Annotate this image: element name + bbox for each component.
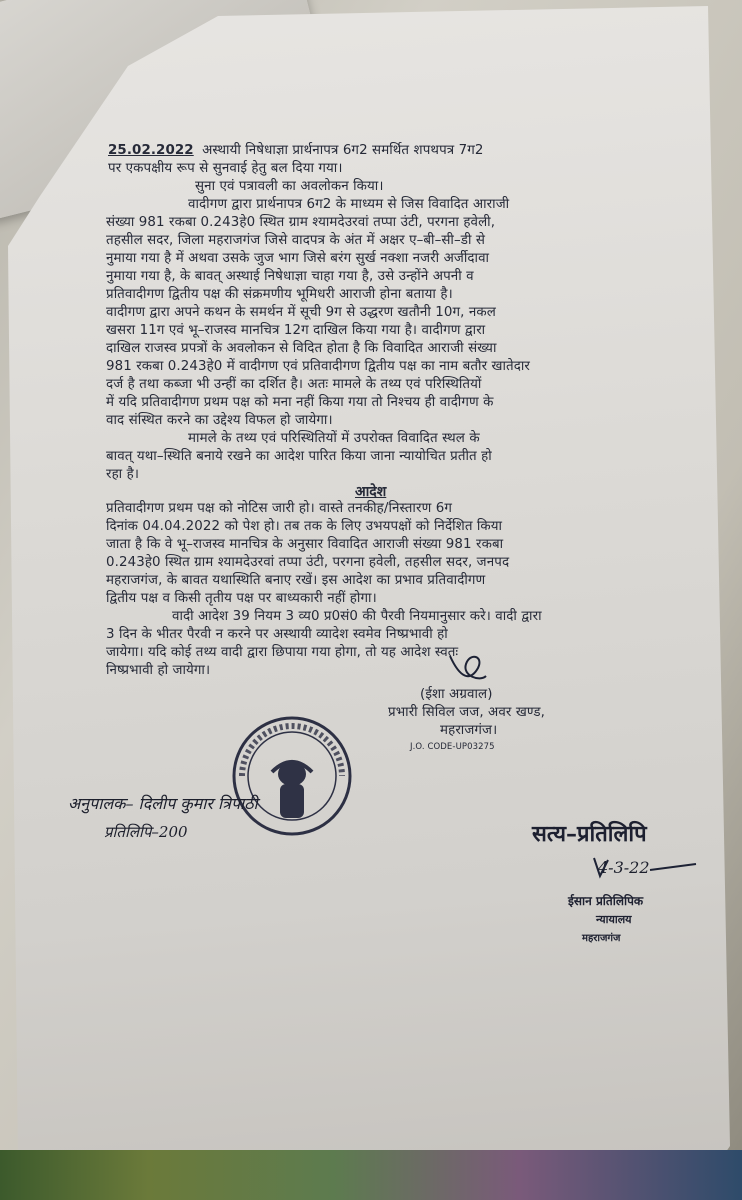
order-line: मामले के तथ्य एवं परिस्थितियों में उपरोक्त विवादित स्थल के — [188, 431, 480, 446]
judge-name: (ईशा अग्रवाल) — [420, 687, 493, 702]
jo-code: J.O. CODE-UP03275 — [410, 742, 495, 752]
order-line: 3 दिन के भीतर पैरवी न करने पर अस्थायी व्यादेश स्वमेव निष्प्रभावी हो — [106, 627, 448, 642]
order-line: खसरा 11ग एवं भू–राजस्व मानचित्र 12ग दाखिल किया गया है। वादीगण द्वारा — [106, 323, 486, 338]
order-line: दिनांक 04.04.2022 को पेश हो। तब तक के लिए उभयपक्षों को निर्देशित किया — [106, 519, 503, 534]
order-line: वाद संस्थित करने का उद्देश्य विफल हो जायेगा। — [106, 413, 333, 428]
order-line: दाखिल राजस्व प्रपत्रों के अवलोकन से विदित होता है कि विवादित आराजी संख्या — [106, 341, 497, 356]
order-line — [108, 142, 484, 160]
judge-signature-mark — [440, 648, 490, 688]
order-line: प्रतिवादीगण प्रथम पक्ष को नोटिस जारी हो। वास्ते तनकीह/निस्तारण 6ग — [106, 501, 452, 516]
order-text: अस्थायी निषेधाज्ञा प्रार्थनापत्र 6ग2 समर्थित शपथपत्र 7ग2 — [202, 143, 484, 158]
order-line: पर एकपक्षीय रूप से सुनवाई हेतु बल दिया गया। — [108, 161, 343, 176]
order-heading: आदेश — [355, 484, 387, 500]
order-line: जाता है कि वे भू–राजस्व मानचित्र के अनुसार विवादित आराजी संख्या 981 रकबा — [106, 537, 504, 552]
certifier-signature-mark — [590, 852, 700, 882]
order-line: वादीगण द्वारा प्रार्थनापत्र 6ग2 के माध्यम से जिस विवादित आराजी — [188, 197, 510, 212]
order-line: 0.243हे0 स्थित ग्राम श्यामदेउरवां तप्पा उंटी, परगना हवेली, तहसील सदर, जनपद — [106, 555, 510, 570]
order-line: सुना एवं पत्रावली का अवलोकन किया। — [195, 179, 384, 194]
order-line: दर्ज है तथा कब्जा भी उन्हीं का दर्शित है। अतः मामले के तथ्य एवं परिस्थितियों — [106, 377, 482, 392]
order-line: वादीगण द्वारा अपने कथन के समर्थन में सूची 9ग से उद्धरण खतौनी 10ग, नकल — [106, 305, 496, 320]
order-date: 25.02.2022 — [108, 143, 194, 158]
handwritten-copy-note: प्रतिलिपि–200 — [104, 823, 188, 841]
order-line: तहसील सदर, जिला महराजगंज जिसे वादपत्र के अंत में अक्षर ए–बी–सी–डी से — [106, 233, 486, 248]
order-line: बावत् यथा–स्थिति बनाये रखने का आदेश पारित किया जाना न्यायोचित प्रतीत हो — [106, 449, 492, 464]
stamp-line-3: महराजगंज — [582, 933, 621, 944]
order-line: रहा है। — [106, 467, 139, 482]
order-line: जायेगा। यदि कोई तथ्य वादी द्वारा छिपाया गया होगा, तो यह आदेश स्वतः — [106, 645, 459, 660]
certified-copy-title: सत्य–प्रतिलिपि — [532, 821, 647, 847]
order-line: नुमाया गया है में अथवा उसके जुज भाग जिसे बरंग सुर्ख नक्शा नजरी अर्जीदावा — [106, 251, 490, 266]
court-seal — [228, 712, 356, 840]
judge-designation: प्रभारी सिविल जज, अवर खण्ड, — [388, 705, 545, 720]
certified-copy-date: 4-3-22 — [598, 858, 650, 877]
handwritten-compliance: अनुपालक– दिलीप कुमार त्रिपाठी — [68, 794, 258, 813]
order-line: महराजगंज, के बावत यथास्थिति बनाए रखें। इस आदेश का प्रभाव प्रतिवादीगण — [106, 573, 486, 588]
order-line: नुमाया गया है, के बावत् अस्थाई निषेधाज्ञा चाहा गया है, उसे उन्होंने अपनी व — [106, 269, 474, 284]
stamp-line-1: ईसान प्रतिलिपिक — [568, 894, 644, 908]
order-line: वादी आदेश 39 नियम 3 व्य0 प्र0सं0 की पैरवी नियमानुसार करे। वादी द्वारा — [172, 609, 542, 624]
order-line: संख्या 981 रकबा 0.243हे0 स्थित ग्राम श्यामदेउरवां तप्पा उंटी, परगना हवेली, — [106, 215, 496, 230]
order-line: में यदि प्रतिवादीगण प्रथम पक्ष को मना नहीं किया गया तो निश्चय ही वादीगण के — [106, 395, 494, 410]
stamp-line-2: न्यायालय — [596, 913, 632, 926]
order-line: 981 रकबा 0.243हे0 में वादीगण एवं प्रतिवादीगण द्वितीय पक्ष का नाम बतौर खातेदार — [106, 359, 531, 374]
order-line: प्रतिवादीगण द्वितीय पक्ष की संक्रमणीय भूमिधरी आराजी होना बताया है। — [106, 287, 453, 302]
order-line: निष्प्रभावी हो जायेगा। — [106, 663, 211, 678]
court-place: महराजगंज। — [440, 723, 498, 738]
order-line: द्वितीय पक्ष व किसी तृतीय पक्ष पर बाध्यकारी नहीं होगा। — [106, 591, 377, 606]
